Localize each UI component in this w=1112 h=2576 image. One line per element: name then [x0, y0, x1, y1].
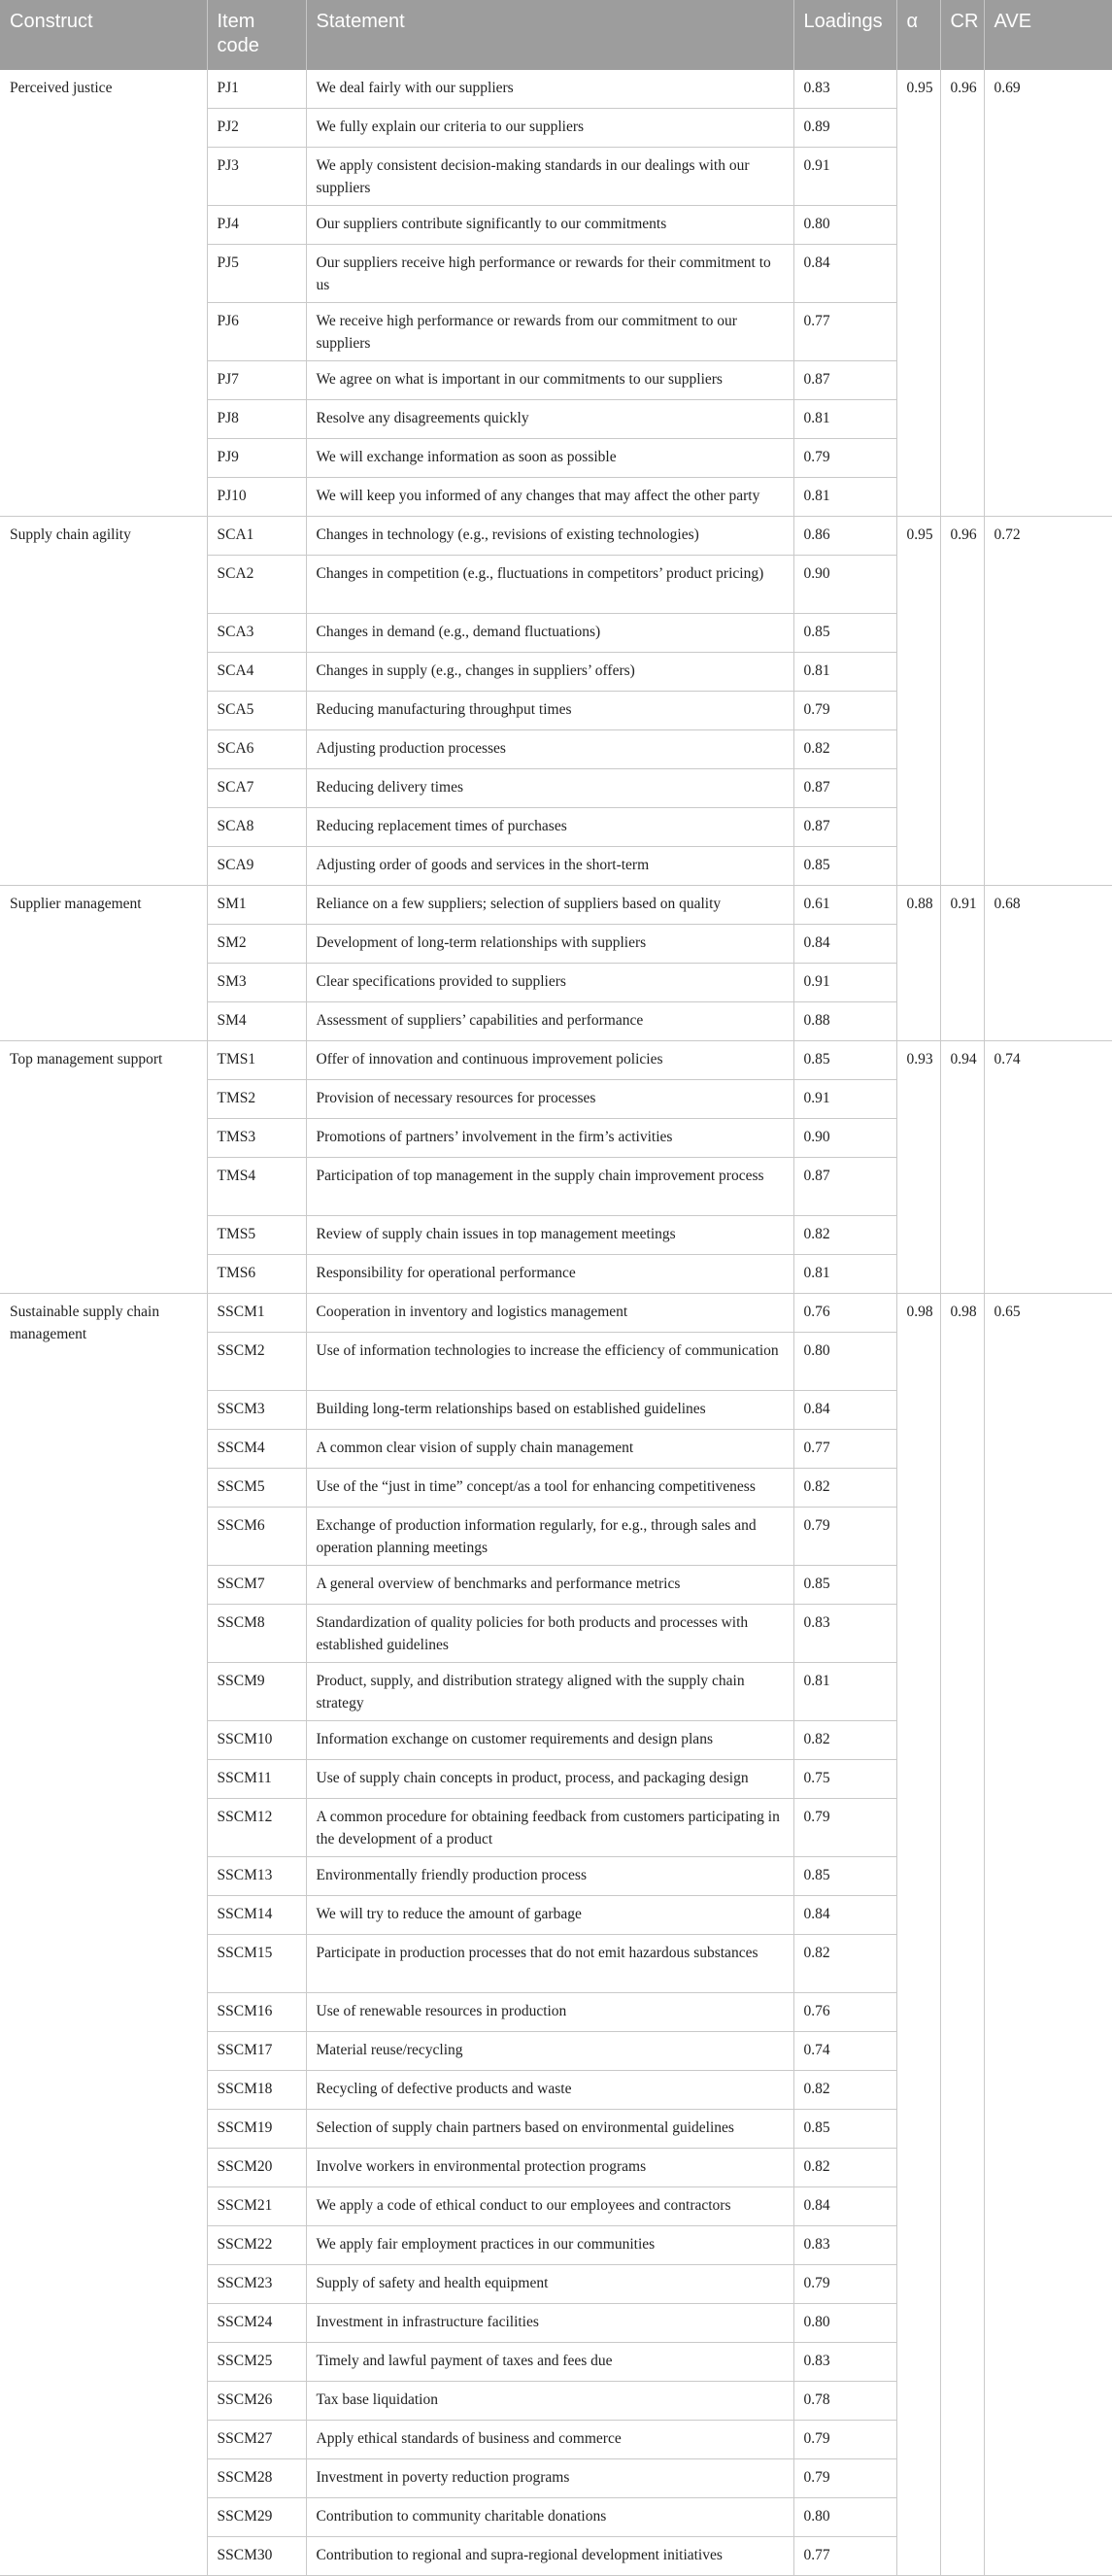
statement-cell: Use of information technologies to increase the efficiency of communication [306, 1332, 793, 1390]
item-code-cell: TMS6 [207, 1254, 306, 1293]
statement-cell: Standardization of quality policies for both products and processes with established guidelines [306, 1604, 793, 1662]
statement-cell: Contribution to community charitable donations [306, 2497, 793, 2536]
header-row [0, 0, 1112, 69]
loading-cell: 0.85 [793, 613, 896, 652]
item-code-cell: PJ8 [207, 399, 306, 438]
statement-cell: Adjusting order of goods and services in the short-term [306, 846, 793, 885]
header-statement: Statement [306, 0, 793, 69]
table-row [0, 69, 1112, 108]
alpha-cell: 0.95 [896, 516, 940, 885]
loading-cell: 0.85 [793, 1856, 896, 1895]
item-code-cell: TMS3 [207, 1118, 306, 1157]
item-code-cell: TMS2 [207, 1079, 306, 1118]
statement-cell: Reducing replacement times of purchases [306, 807, 793, 846]
statement-cell: Offer of innovation and continuous improvement policies [306, 1040, 793, 1079]
table-row [0, 1040, 1112, 1079]
item-code-cell: PJ9 [207, 438, 306, 477]
item-code-cell: SSCM28 [207, 2458, 306, 2497]
statement-cell: Material reuse/recycling [306, 2031, 793, 2070]
cr-cell: 0.91 [940, 885, 984, 1040]
statement-cell: Exchange of production information regularly, for e.g., through sales and operation planning meetings [306, 1507, 793, 1565]
loading-cell: 0.82 [793, 1215, 896, 1254]
item-code-cell: SSCM23 [207, 2264, 306, 2303]
loading-cell: 0.81 [793, 1662, 896, 1720]
item-code-cell: PJ4 [207, 205, 306, 244]
item-code-cell: SSCM29 [207, 2497, 306, 2536]
loading-cell: 0.85 [793, 1565, 896, 1604]
statement-cell: We apply a code of ethical conduct to our employees and contractors [306, 2186, 793, 2225]
item-code-cell: TMS4 [207, 1157, 306, 1215]
loading-cell: 0.81 [793, 652, 896, 691]
loading-cell: 0.82 [793, 1934, 896, 1992]
table-row [0, 516, 1112, 555]
item-code-cell: SCA4 [207, 652, 306, 691]
item-code-cell: SSCM8 [207, 1604, 306, 1662]
loading-cell: 0.86 [793, 516, 896, 555]
construct-cell: Perceived justice [0, 69, 207, 516]
statement-cell: A common clear vision of supply chain management [306, 1429, 793, 1468]
item-code-cell: SM3 [207, 963, 306, 1001]
item-code-cell: SCA7 [207, 768, 306, 807]
alpha-cell: 0.88 [896, 885, 940, 1040]
item-code-cell: SSCM21 [207, 2186, 306, 2225]
statement-cell: Apply ethical standards of business and commerce [306, 2420, 793, 2458]
loading-cell: 0.79 [793, 2420, 896, 2458]
loading-cell: 0.83 [793, 69, 896, 108]
ave-cell: 0.74 [984, 1040, 1112, 1293]
item-code-cell: SSCM30 [207, 2536, 306, 2575]
statement-cell: We will keep you informed of any changes that may affect the other party [306, 477, 793, 516]
item-code-cell: SSCM5 [207, 1468, 306, 1507]
item-code-cell: SSCM27 [207, 2420, 306, 2458]
alpha-cell: 0.95 [896, 69, 940, 516]
loading-cell: 0.84 [793, 1895, 896, 1934]
item-code-cell: PJ1 [207, 69, 306, 108]
loading-cell: 0.91 [793, 1079, 896, 1118]
statement-cell: We deal fairly with our suppliers [306, 69, 793, 108]
item-code-cell: SCA2 [207, 555, 306, 613]
statement-cell: Investment in poverty reduction programs [306, 2458, 793, 2497]
item-code-cell: TMS1 [207, 1040, 306, 1079]
header-cr: CR [940, 0, 984, 69]
item-code-cell: SSCM1 [207, 1293, 306, 1332]
loading-cell: 0.85 [793, 846, 896, 885]
loading-cell: 0.84 [793, 2186, 896, 2225]
item-code-cell: SSCM20 [207, 2148, 306, 2186]
item-code-cell: SSCM17 [207, 2031, 306, 2070]
item-code-cell: SSCM3 [207, 1390, 306, 1429]
ave-cell: 0.72 [984, 516, 1112, 885]
statement-cell: Building long-term relationships based on established guidelines [306, 1390, 793, 1429]
loading-cell: 0.77 [793, 1429, 896, 1468]
loading-cell: 0.85 [793, 2109, 896, 2148]
item-code-cell: SSCM9 [207, 1662, 306, 1720]
item-code-cell: SCA6 [207, 729, 306, 768]
loading-cell: 0.79 [793, 1798, 896, 1856]
alpha-cell: 0.93 [896, 1040, 940, 1293]
statement-cell: A common procedure for obtaining feedback from customers participating in the development of a product [306, 1798, 793, 1856]
statement-cell: Information exchange on customer requirements and design plans [306, 1720, 793, 1759]
statement-cell: Reducing delivery times [306, 768, 793, 807]
statement-cell: Responsibility for operational performance [306, 1254, 793, 1293]
item-code-cell: PJ5 [207, 244, 306, 302]
statement-cell: Use of supply chain concepts in product, process, and packaging design [306, 1759, 793, 1798]
item-code-cell: SSCM12 [207, 1798, 306, 1856]
item-code-cell: SSCM25 [207, 2342, 306, 2381]
statement-cell: Selection of supply chain partners based on environmental guidelines [306, 2109, 793, 2148]
ave-cell: 0.69 [984, 69, 1112, 516]
statement-cell: Timely and lawful payment of taxes and fees due [306, 2342, 793, 2381]
loading-cell: 0.88 [793, 1001, 896, 1040]
loading-cell: 0.85 [793, 1040, 896, 1079]
loading-cell: 0.87 [793, 1157, 896, 1215]
statement-cell: Contribution to regional and supra-regional development initiatives [306, 2536, 793, 2575]
statement-cell: We apply fair employment practices in our communities [306, 2225, 793, 2264]
item-code-cell: SSCM4 [207, 1429, 306, 1468]
statement-cell: Adjusting production processes [306, 729, 793, 768]
loading-cell: 0.79 [793, 438, 896, 477]
loading-cell: 0.83 [793, 1604, 896, 1662]
loading-cell: 0.84 [793, 1390, 896, 1429]
loading-cell: 0.91 [793, 963, 896, 1001]
loading-cell: 0.82 [793, 1468, 896, 1507]
item-code-cell: SM4 [207, 1001, 306, 1040]
alpha-cell: 0.98 [896, 1293, 940, 2575]
cr-cell: 0.96 [940, 516, 984, 885]
construct-cell: Supplier management [0, 885, 207, 1040]
loading-cell: 0.79 [793, 2458, 896, 2497]
header-alpha: α [896, 0, 940, 69]
item-code-cell: SCA8 [207, 807, 306, 846]
loading-cell: 0.79 [793, 1507, 896, 1565]
statement-cell: Cooperation in inventory and logistics management [306, 1293, 793, 1332]
loading-cell: 0.81 [793, 1254, 896, 1293]
item-code-cell: SSCM11 [207, 1759, 306, 1798]
statement-cell: Provision of necessary resources for processes [306, 1079, 793, 1118]
table-row [0, 1293, 1112, 1332]
statement-cell: Our suppliers contribute significantly to our commitments [306, 205, 793, 244]
loading-cell: 0.80 [793, 1332, 896, 1390]
loading-cell: 0.90 [793, 1118, 896, 1157]
construct-cell: Top management support [0, 1040, 207, 1293]
statement-cell: We will try to reduce the amount of garbage [306, 1895, 793, 1934]
statement-cell: Clear specifications provided to suppliers [306, 963, 793, 1001]
statement-cell: Investment in infrastructure facilities [306, 2303, 793, 2342]
cr-cell: 0.98 [940, 1293, 984, 2575]
cr-cell: 0.96 [940, 69, 984, 516]
statement-cell: A general overview of benchmarks and performance metrics [306, 1565, 793, 1604]
loading-cell: 0.87 [793, 360, 896, 399]
loading-cell: 0.89 [793, 108, 896, 147]
loading-cell: 0.82 [793, 2070, 896, 2109]
item-code-cell: SSCM26 [207, 2381, 306, 2420]
loading-cell: 0.84 [793, 924, 896, 963]
loading-cell: 0.78 [793, 2381, 896, 2420]
item-code-cell: SSCM18 [207, 2070, 306, 2109]
item-code-cell: PJ7 [207, 360, 306, 399]
loading-cell: 0.82 [793, 1720, 896, 1759]
loading-cell: 0.81 [793, 399, 896, 438]
statement-cell: Resolve any disagreements quickly [306, 399, 793, 438]
item-code-cell: PJ6 [207, 302, 306, 360]
statement-cell: Involve workers in environmental protection programs [306, 2148, 793, 2186]
statement-cell: We receive high performance or rewards from our commitment to our suppliers [306, 302, 793, 360]
item-code-cell: SM1 [207, 885, 306, 924]
ave-cell: 0.65 [984, 1293, 1112, 2575]
loading-cell: 0.76 [793, 1293, 896, 1332]
item-code-cell: SSCM22 [207, 2225, 306, 2264]
header-construct: Construct [0, 0, 207, 69]
item-code-cell: SCA3 [207, 613, 306, 652]
construct-cell: Supply chain agility [0, 516, 207, 885]
loading-cell: 0.87 [793, 807, 896, 846]
item-code-cell: SSCM2 [207, 1332, 306, 1390]
loading-cell: 0.79 [793, 2264, 896, 2303]
item-code-cell: SSCM14 [207, 1895, 306, 1934]
construct-cell: Sustainable supply chain management [0, 1293, 207, 2575]
item-code-cell: SSCM13 [207, 1856, 306, 1895]
item-code-cell: PJ10 [207, 477, 306, 516]
ave-cell: 0.68 [984, 885, 1112, 1040]
statement-cell: Promotions of partners’ involvement in the firm’s activities [306, 1118, 793, 1157]
loading-cell: 0.77 [793, 302, 896, 360]
loading-cell: 0.82 [793, 2148, 896, 2186]
item-code-cell: SSCM7 [207, 1565, 306, 1604]
loading-cell: 0.75 [793, 1759, 896, 1798]
header-ave: AVE [984, 0, 1112, 69]
loading-cell: 0.81 [793, 477, 896, 516]
loading-cell: 0.83 [793, 2225, 896, 2264]
loading-cell: 0.82 [793, 729, 896, 768]
loading-cell: 0.80 [793, 2497, 896, 2536]
statement-cell: Reliance on a few suppliers; selection of suppliers based on quality [306, 885, 793, 924]
loading-cell: 0.84 [793, 244, 896, 302]
statement-cell: Review of supply chain issues in top management meetings [306, 1215, 793, 1254]
statement-cell: Participate in production processes that do not emit hazardous substances [306, 1934, 793, 1992]
statement-cell: Development of long-term relationships with suppliers [306, 924, 793, 963]
statement-cell: Product, supply, and distribution strategy aligned with the supply chain strategy [306, 1662, 793, 1720]
statement-cell: Changes in supply (e.g., changes in suppliers’ offers) [306, 652, 793, 691]
item-code-cell: SCA5 [207, 691, 306, 729]
statement-cell: We agree on what is important in our commitments to our suppliers [306, 360, 793, 399]
item-code-cell: SSCM24 [207, 2303, 306, 2342]
item-code-cell: SSCM16 [207, 1992, 306, 2031]
item-code-cell: PJ3 [207, 147, 306, 205]
statement-cell: Supply of safety and health equipment [306, 2264, 793, 2303]
loading-cell: 0.77 [793, 2536, 896, 2575]
statement-cell: Participation of top management in the supply chain improvement process [306, 1157, 793, 1215]
header-loadings: Loadings [793, 0, 896, 69]
header-item-code: Item code [207, 0, 306, 69]
statement-cell: Our suppliers receive high performance or rewards for their commitment to us [306, 244, 793, 302]
loading-cell: 0.79 [793, 691, 896, 729]
table-row [0, 885, 1112, 924]
statement-cell: Environmentally friendly production process [306, 1856, 793, 1895]
statement-cell: Changes in technology (e.g., revisions of existing technologies) [306, 516, 793, 555]
item-code-cell: SSCM19 [207, 2109, 306, 2148]
loading-cell: 0.91 [793, 147, 896, 205]
item-code-cell: PJ2 [207, 108, 306, 147]
loading-cell: 0.83 [793, 2342, 896, 2381]
item-code-cell: SSCM15 [207, 1934, 306, 1992]
item-code-cell: SCA9 [207, 846, 306, 885]
item-code-cell: TMS5 [207, 1215, 306, 1254]
statement-cell: We will exchange information as soon as possible [306, 438, 793, 477]
statement-cell: Changes in demand (e.g., demand fluctuations) [306, 613, 793, 652]
statement-cell: Assessment of suppliers’ capabilities and performance [306, 1001, 793, 1040]
statement-cell: We apply consistent decision-making standards in our dealings with our suppliers [306, 147, 793, 205]
item-code-cell: SM2 [207, 924, 306, 963]
item-code-cell: SSCM6 [207, 1507, 306, 1565]
item-code-cell: SSCM10 [207, 1720, 306, 1759]
loading-cell: 0.90 [793, 555, 896, 613]
table-body [0, 69, 1112, 2575]
statement-cell: Tax base liquidation [306, 2381, 793, 2420]
loading-cell: 0.74 [793, 2031, 896, 2070]
loading-cell: 0.80 [793, 2303, 896, 2342]
statement-cell: Recycling of defective products and waste [306, 2070, 793, 2109]
loading-cell: 0.87 [793, 768, 896, 807]
loading-cell: 0.76 [793, 1992, 896, 2031]
statement-cell: Use of renewable resources in production [306, 1992, 793, 2031]
item-code-cell: SCA1 [207, 516, 306, 555]
statement-cell: Changes in competition (e.g., fluctuations in competitors’ product pricing) [306, 555, 793, 613]
statement-cell: Reducing manufacturing throughput times [306, 691, 793, 729]
statement-cell: Use of the “just in time” concept/as a tool for enhancing competitiveness [306, 1468, 793, 1507]
cr-cell: 0.94 [940, 1040, 984, 1293]
loading-cell: 0.61 [793, 885, 896, 924]
loading-cell: 0.80 [793, 205, 896, 244]
statement-cell: We fully explain our criteria to our suppliers [306, 108, 793, 147]
